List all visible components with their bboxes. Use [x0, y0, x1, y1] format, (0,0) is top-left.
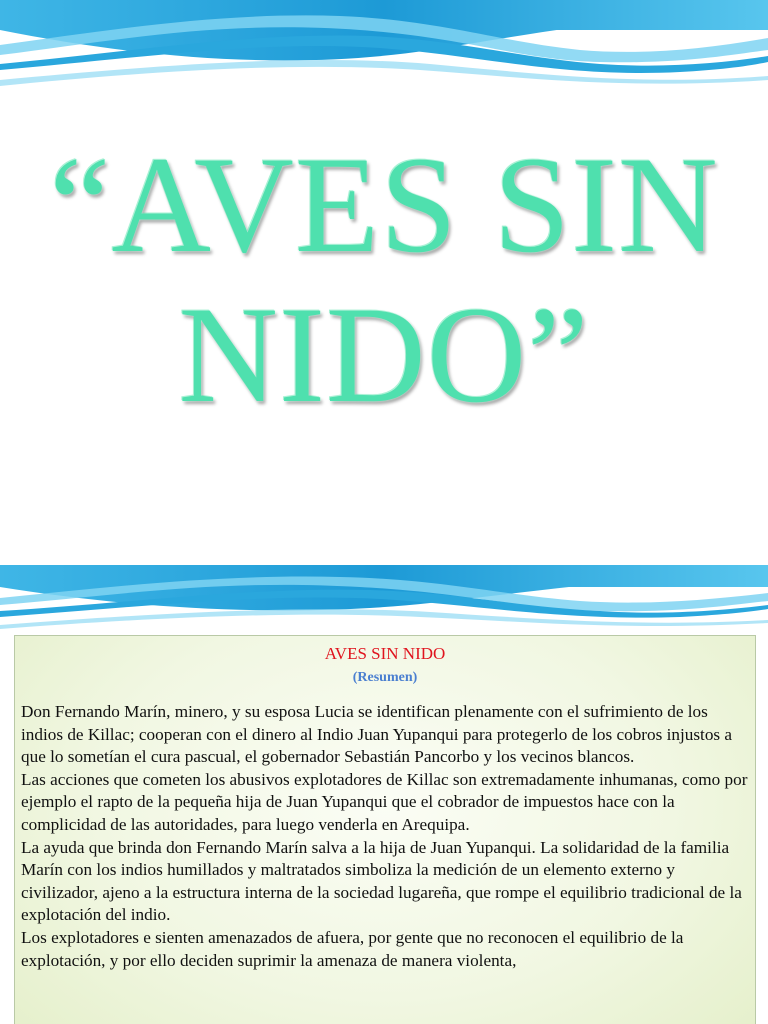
title-line-1: “AVES SIN	[49, 128, 719, 281]
summary-document	[14, 635, 756, 1024]
document-body	[21, 701, 749, 972]
paragraph: Los explotadores e sienten amenazados de afuera, por gente que no reconocen el equilibrio de la explotación, y por ello deciden suprimir la amenaza de manera violenta,	[21, 927, 684, 970]
paragraph: Las acciones que cometen los abusivos explotadores de Killac son extremadamente inhumanas, como por ejemplo el rapto de la pequeña hija de Juan Yupanqui que el cobrador de impuestos hace con la complicidad de las autoridades, para luego venderla en Arequipa.	[21, 769, 748, 834]
main-title	[0, 130, 768, 430]
wave-banner	[0, 565, 768, 637]
wave-banner	[0, 0, 768, 100]
paragraph: Don Fernando Marín, minero, y su esposa Lucia se identifican plenamente con el sufrimiento de los indios de Killac; cooperan con el dinero al Indio Juan Yupanqui para protegerlo de los cobros injustos a que lo sometían el cura pascual, el gobernador Sebastián Pancorbo y los vecinos blancos.	[21, 702, 733, 767]
paragraph: La ayuda que brinda don Fernando Marín salva a la hija de Juan Yupanqui. La solidaridad de la familia Marín con los indios humillados y maltratados simboliza la medición de un elemento externo y civilizador, ajeno a la estructura interna de la sociedad lugareña, que rompe el equilibrio tradicional de la explotación del indio.	[21, 837, 742, 925]
summary-slide	[0, 565, 768, 1024]
document-heading: AVES SIN NIDO	[324, 644, 446, 663]
document-subheading: (Resumen)	[352, 670, 418, 685]
title-line-2: NIDO”	[178, 278, 590, 431]
